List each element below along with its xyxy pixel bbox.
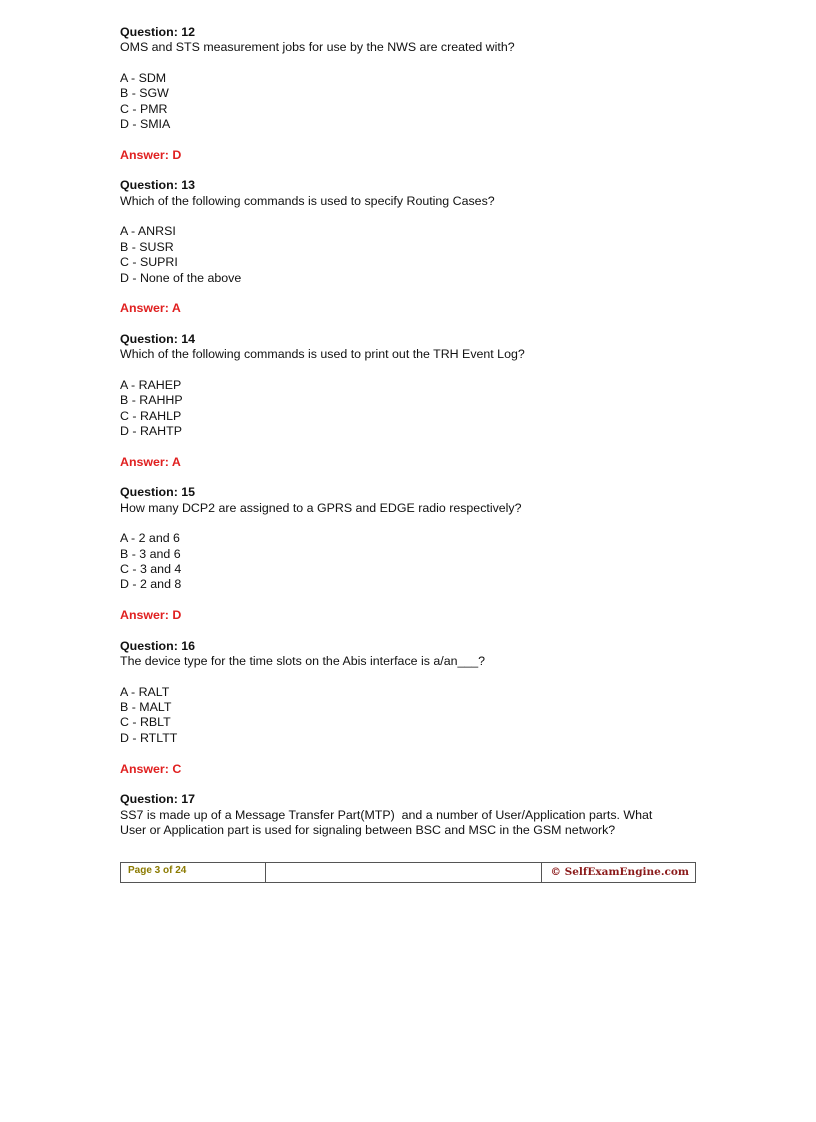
question-block <box>120 639 710 792</box>
option-a: A - RAHEP <box>120 377 182 392</box>
question-text: Which of the following commands is used to print out the TRH Event Log? <box>120 347 525 362</box>
answer-label: Answer: D <box>120 608 182 623</box>
question-title: Question: 16 <box>120 638 196 653</box>
option-c: C - SUPRI <box>120 255 178 270</box>
question-title: Question: 12 <box>120 25 196 39</box>
question-text: User or Application part is used for signaling between BSC and MSC in the GSM network? <box>120 822 616 837</box>
option-d: D - RAHTP <box>120 423 182 438</box>
option-d: D - None of the above <box>120 270 242 285</box>
question-text: How many DCP2 are assigned to a GPRS and EDGE radio respectively? <box>120 500 522 515</box>
option-d: D - 2 and 8 <box>120 577 182 592</box>
answer-label: Answer: D <box>120 147 182 162</box>
option-c: C - PMR <box>120 101 168 116</box>
answer-label: Answer: A <box>120 454 181 469</box>
question-text: The device type for the time slots on the Abis interface is a/an___? <box>120 654 486 669</box>
question-block <box>120 485 710 638</box>
option-b: B - MALT <box>120 700 172 715</box>
question-title: Question: 14 <box>120 331 196 346</box>
option-c: C - RAHLP <box>120 408 182 423</box>
option-c: C - RBLT <box>120 715 171 730</box>
question-title: Question: 15 <box>120 485 196 500</box>
option-a: A - 2 and 6 <box>120 531 180 546</box>
answer-label: Answer: A <box>120 301 181 316</box>
option-b: B - SGW <box>120 86 169 101</box>
option-a: A - ANRSI <box>120 224 176 239</box>
option-b: B - SUSR <box>120 239 174 254</box>
question-block <box>120 332 710 485</box>
question-text: OMS and STS measurement jobs for use by the NWS are created with? <box>120 40 515 55</box>
option-d: D - RTLTT <box>120 730 178 745</box>
page-footer <box>120 862 696 883</box>
option-a: A - RALT <box>120 684 170 699</box>
option-a: A - SDM <box>120 71 167 86</box>
option-b: B - 3 and 6 <box>120 546 181 561</box>
footer-spacer <box>266 863 542 882</box>
question-block <box>120 178 710 331</box>
option-d: D - SMIA <box>120 117 171 132</box>
answer-label: Answer: C <box>120 761 182 776</box>
copyright-notice: © SelfExamEngine.com <box>550 866 689 878</box>
page-number: Page 3 of 24 <box>121 863 266 882</box>
question-block <box>120 792 710 838</box>
question-title: Question: 17 <box>120 792 196 807</box>
question-text: SS7 is made up of a Message Transfer Part(MTP) and a number of User/Application parts. What <box>120 807 653 822</box>
question-title: Question: 13 <box>120 178 196 193</box>
question-text: Which of the following commands is used to specify Routing Cases? <box>120 193 495 208</box>
option-b: B - RAHHP <box>120 393 183 408</box>
option-c: C - 3 and 4 <box>120 562 182 577</box>
document-body <box>120 25 710 838</box>
question-block <box>120 25 710 178</box>
